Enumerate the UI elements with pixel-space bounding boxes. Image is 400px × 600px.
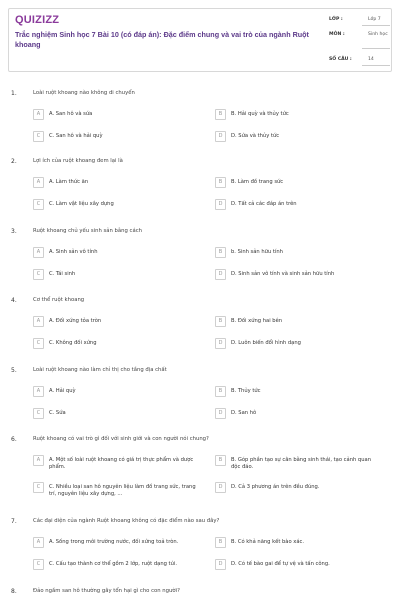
option-text: A. Đối xứng tỏa tròn <box>49 318 102 324</box>
option-letter-box: A <box>33 386 44 397</box>
option-text: A. San hô và sứa <box>49 111 93 117</box>
option-letter-box: D <box>215 482 226 493</box>
option-letter-box: A <box>33 455 44 466</box>
option-text: D. Sinh sản vô tính và sinh sản hữu tính <box>231 271 335 277</box>
question-number: 3. <box>11 228 17 235</box>
worksheet-header <box>8 8 392 72</box>
option-text: A. Một số loài ruột khoang có giá trị thực phẩm và dược phẩm. <box>49 457 194 470</box>
question-text: Lợi ích của ruột khoang đem lại là <box>33 158 123 164</box>
option-text: A. Hải quỳ <box>49 388 76 394</box>
question-number: 5. <box>11 367 17 374</box>
option-letter-box: C <box>33 338 44 349</box>
class-label: LỚP : <box>329 17 343 22</box>
quizizz-logo: QUIZIZZ <box>15 14 60 26</box>
option-letter-box: A <box>33 109 44 120</box>
option-text: D. Tất cả các đáp án trên <box>231 201 297 207</box>
option-letter-box: A <box>33 247 44 258</box>
option-text: C. Cấu tạo thành cơ thể gồm 2 lớp, ruột dạng túi. <box>49 561 177 567</box>
class-underline <box>362 25 390 26</box>
option-text: A. Sinh sản vô tính <box>49 249 98 255</box>
option-text: D. Có tế bào gai để tự vệ và tấn công. <box>231 561 330 567</box>
option-letter-box: D <box>215 131 226 142</box>
option-letter-box: A <box>33 177 44 188</box>
option-text: D. Luôn biến đổi hình dạng <box>231 340 301 346</box>
option-letter-box: A <box>33 316 44 327</box>
option-letter-box: C <box>33 199 44 210</box>
option-text: C. Không đối xứng <box>49 340 97 346</box>
option-text: C. Làm vật liệu xây dựng <box>49 201 114 207</box>
question-text: Ruột khoang chủ yếu sinh sản bằng cách <box>33 228 142 234</box>
option-text: C. Tái sinh <box>49 271 76 277</box>
option-text: B. Hải quỳ và thủy tức <box>231 111 289 117</box>
option-text: b. Sinh sản hữu tính <box>231 249 283 255</box>
worksheet-meta <box>329 9 393 73</box>
option-letter-box: D <box>215 199 226 210</box>
option-letter-box: D <box>215 269 226 280</box>
option-letter-box: C <box>33 269 44 280</box>
option-letter-box: B <box>215 109 226 120</box>
option-text: B. Đối xứng hai bên <box>231 318 283 324</box>
option-text: B. Có khả năng kết bào xác. <box>231 539 305 545</box>
option-text: A. Sống trong môi trường nước, đối xứng toả tròn. <box>49 539 179 545</box>
question-text: Cơ thể ruột khoang <box>33 297 85 303</box>
option-letter-box: D <box>215 559 226 570</box>
option-text: D. Cả 3 phương án trên đều đúng. <box>231 484 320 490</box>
option-letter-box: D <box>215 408 226 419</box>
question-number: 1. <box>11 90 17 97</box>
count-value: 14 <box>368 57 374 62</box>
option-letter-box: B <box>215 247 226 258</box>
class-value: Lớp 7 <box>368 17 381 22</box>
option-letter-box: C <box>33 482 44 493</box>
option-text: D. San hô <box>231 410 257 416</box>
count-underline <box>362 65 390 66</box>
question-number: 8. <box>11 588 17 595</box>
subject-label: MÔN : <box>329 32 345 37</box>
option-text: B. Góp phần tạo sự cân bằng sinh thái, tạo cảnh quan độc đáo. <box>231 457 371 470</box>
count-label: SỐ CÂU : <box>329 57 352 62</box>
option-text: C. Sứa <box>49 410 66 416</box>
question-number: 4. <box>11 297 17 304</box>
option-letter-box: C <box>33 408 44 419</box>
option-text: C. San hô và hải quỳ <box>49 133 103 139</box>
question-text: Các đại diện của ngành Ruột khoang không có đặc điểm nào sau đây? <box>33 518 220 524</box>
option-letter-box: B <box>215 537 226 548</box>
option-text: D. Sứa và thủy tức <box>231 133 280 139</box>
question-text: Đảo ngầm san hô thường gây tổn hại gì cho con người? <box>33 588 180 594</box>
option-text: B. Làm đồ trang sức <box>231 179 284 185</box>
question-number: 6. <box>11 436 17 443</box>
question-text: Ruột khoang có vai trò gì đối với sinh giới và con người nói chung? <box>33 436 209 442</box>
subject-value: Sinh học <box>368 32 388 37</box>
option-letter-box: C <box>33 131 44 142</box>
option-text: C. Nhiều loại san hô nguyên liệu làm đồ trang sức, trang trí, nguyên liệu xây dựng, ... <box>49 484 196 497</box>
option-letter-box: B <box>215 316 226 327</box>
option-letter-box: B <box>215 455 226 466</box>
option-letter-box: C <box>33 559 44 570</box>
option-letter-box: A <box>33 537 44 548</box>
question-number: 7. <box>11 518 17 525</box>
option-letter-box: B <box>215 386 226 397</box>
question-number: 2. <box>11 158 17 165</box>
question-text: Loài ruột khoang nào không di chuyển <box>33 90 135 96</box>
worksheet-title: Trắc nghiệm Sinh học 7 Bài 10 (có đáp án): Đặc điểm chung và vai trò của ngành Ruột khoang <box>15 30 309 49</box>
option-letter-box: B <box>215 177 226 188</box>
option-letter-box: D <box>215 338 226 349</box>
option-text: B. Thủy tức <box>231 388 261 394</box>
question-text: Loài ruột khoang nào làm chỉ thị cho tầng địa chất <box>33 367 167 373</box>
option-text: A. Làm thức ăn <box>49 179 89 185</box>
subject-underline <box>362 48 390 49</box>
